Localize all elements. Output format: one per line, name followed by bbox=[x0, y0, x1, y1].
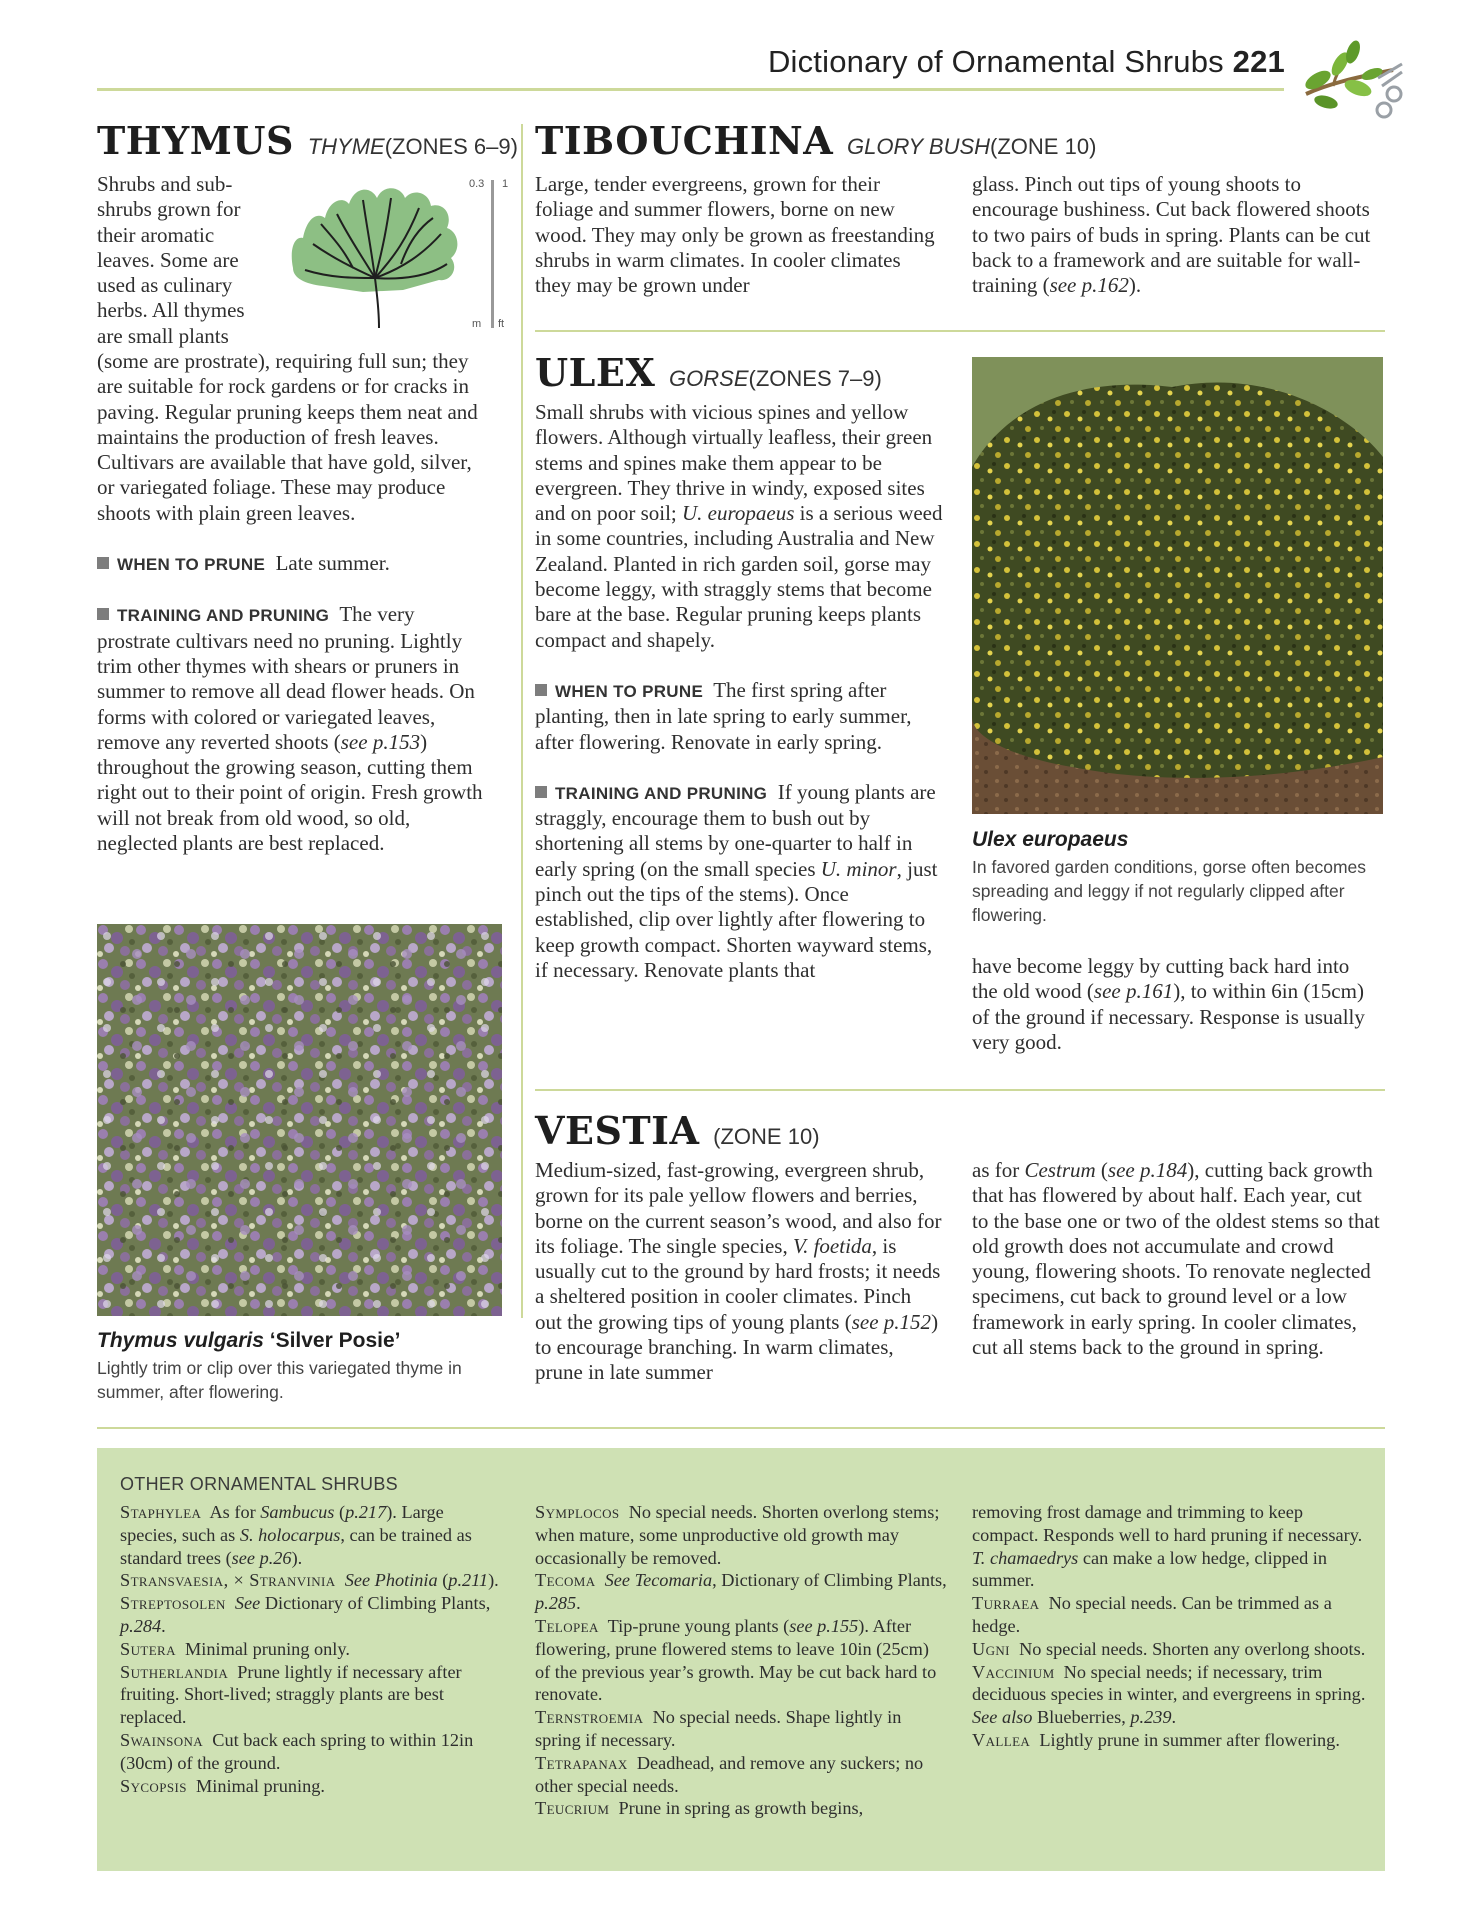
text: ). bbox=[291, 1547, 303, 1568]
text: removing frost damage and trimming to keep compact. Responds well to hard pruning if necessary. bbox=[972, 1502, 1363, 1545]
text: As for bbox=[209, 1502, 261, 1522]
list-item bbox=[535, 1752, 947, 1798]
text: Blueberries, bbox=[1032, 1707, 1131, 1728]
other-shrubs-title: OTHER ORNAMENTAL SHRUBS bbox=[120, 1474, 398, 1494]
text: Dictionary of Climbing Plants, bbox=[260, 1593, 491, 1614]
list-item bbox=[535, 1569, 947, 1615]
page-ref: see p.153 bbox=[340, 729, 421, 754]
text: . bbox=[1171, 1707, 1177, 1728]
italic-text: See Tecomaria bbox=[604, 1570, 713, 1591]
text-line: are small plants bbox=[97, 323, 229, 348]
text: ), cutting back growth that has flowered by about half. Each year, cut to the base one or two of the oldest stems so that old growth does not accumulate and crowd young, flowering shoots. To renovate neglected specimens, cut back to ground level or a low framework in early spring. In cooler climates, cut all stems back to the ground in spring. bbox=[972, 1158, 1380, 1360]
text: No special needs; if necessary, trim deciduous species in winter, and evergreens in spring. bbox=[972, 1661, 1366, 1705]
thymus-silhouette bbox=[283, 178, 483, 330]
text: ). After flowering, prune flowered stems to leave 10in (25cm) of the previous year’s growth. May be cut back hard to renovate. bbox=[535, 1615, 937, 1705]
scale-ft-unit: ft bbox=[498, 318, 505, 330]
scale-bar bbox=[491, 180, 494, 328]
text: Deadhead, and remove any suckers; no other special needs. bbox=[535, 1752, 924, 1796]
thymus-caption-text: Lightly trim or clip over this variegated thyme in summer, after flowering. bbox=[97, 1358, 462, 1402]
text: No special needs. Shorten any overlong shoots. bbox=[1019, 1638, 1366, 1659]
text: Lightly prune in summer after flowering. bbox=[1039, 1729, 1340, 1750]
text: Medium-sized, fast-growing, evergreen shrub, grown for its pale yellow flowers and berries, borne on the current season’s wood, and also for its foliage. The single species, bbox=[535, 1158, 942, 1258]
ulex-training bbox=[535, 780, 945, 983]
ulex-common-name: GORSE bbox=[669, 366, 749, 391]
ulex-heading bbox=[535, 350, 882, 395]
text: is a serious weed in some countries, including Australia and New Zealand. Planted in rich garden soil, gorse may become leggy, with straggly stems that become bare at the base. Regular pruning keeps plants compact and shapely. bbox=[535, 501, 943, 652]
other-col-3 bbox=[972, 1501, 1372, 1752]
when-label: WHEN TO PRUNE bbox=[555, 681, 704, 701]
entry-genus: Sycopsis bbox=[120, 1775, 187, 1796]
page-ref: p.211 bbox=[448, 1570, 489, 1591]
list-item bbox=[120, 1775, 505, 1798]
list-item bbox=[535, 1706, 947, 1752]
page-ref: see p.152 bbox=[851, 1309, 932, 1334]
ulex-caption-title: Ulex europaeus bbox=[972, 828, 1129, 851]
italic-text: See also bbox=[972, 1707, 1033, 1728]
list-item bbox=[972, 1661, 1372, 1729]
tibouchina-common-name: GLORY BUSH bbox=[847, 134, 991, 159]
italic-text: See bbox=[234, 1593, 261, 1614]
list-item-continued bbox=[972, 1501, 1372, 1592]
bullet-square bbox=[97, 608, 109, 620]
entry-genus: Teucrium bbox=[535, 1798, 610, 1819]
corner-decoration bbox=[1298, 34, 1408, 126]
text-line: shrubs grown for bbox=[97, 197, 241, 222]
page-ref: p.217 bbox=[345, 1502, 387, 1522]
list-item bbox=[535, 1501, 947, 1569]
entry-genus: Staphylea bbox=[120, 1502, 202, 1522]
entry-genus: Turraea bbox=[972, 1593, 1040, 1614]
entry-genus: Tecoma bbox=[535, 1570, 596, 1591]
bullet-square bbox=[535, 684, 547, 696]
thymus-when-to-prune bbox=[97, 551, 493, 577]
text: ). bbox=[1128, 273, 1142, 298]
italic-text: See Photinia bbox=[344, 1570, 438, 1591]
text: glass. Pinch out tips of young shoots to encourage bushiness. Cut back flowered shoots to two pairs of buds in spring. Plants can be cut back to a framework and are suitable for wall-training ( bbox=[972, 172, 1371, 298]
list-item bbox=[120, 1592, 505, 1638]
entry-genus: Vaccinium bbox=[972, 1661, 1055, 1682]
text: as for bbox=[972, 1158, 1025, 1182]
text: , just pinch out the tips of the stems). Once established, clip over lightly after flowering to keep growth compact. Shorten wayward stems, if necessary. Renovate plants that bbox=[535, 856, 938, 982]
entry-genus: Sutherlandia bbox=[120, 1661, 229, 1682]
header-title: Dictionary of Ornamental Shrubs bbox=[767, 44, 1224, 79]
text: ) to encourage branching. In warm climates, prune in late summer bbox=[535, 1309, 939, 1385]
thymus-common-name: THYME bbox=[307, 134, 385, 159]
other-col-2 bbox=[535, 1501, 947, 1820]
thymus-caption-title bbox=[97, 1329, 400, 1353]
page-number: 221 bbox=[1232, 44, 1285, 79]
text: No special needs. Shorten overlong stems; when mature, some unproductive old growth may occasionally be removed. bbox=[535, 1502, 940, 1568]
thymus-intro-wrapped bbox=[97, 172, 277, 349]
section-rule bbox=[97, 1427, 1385, 1429]
thyme-photo-image bbox=[97, 924, 502, 1316]
thymus-training bbox=[97, 602, 493, 856]
column-divider bbox=[521, 124, 523, 1318]
text: Tip-prune young plants ( bbox=[607, 1615, 790, 1636]
running-header bbox=[768, 44, 1285, 80]
scale-m-value: 0.3 bbox=[469, 178, 485, 190]
text-line: used as culinary bbox=[97, 273, 233, 298]
entry-genus: Vallea bbox=[972, 1729, 1031, 1750]
text: ). Large species, such as bbox=[120, 1502, 444, 1545]
list-item bbox=[972, 1592, 1372, 1638]
list-item bbox=[120, 1501, 505, 1569]
page-ref: see p.26 bbox=[231, 1547, 292, 1568]
italic-text: Sambucus bbox=[260, 1502, 335, 1522]
vestia-col1 bbox=[535, 1158, 943, 1386]
caption-cultivar: ‘Silver Posie’ bbox=[269, 1329, 401, 1352]
training-text: The very prostrate cultivars need no pruning. Lightly trim other thymes with shears or pruners in summer to remove all dead flower heads. On forms with colored or variegated leaves, remove any reverted shoots ( bbox=[97, 602, 475, 754]
text: , Dictionary of Climbing Plants, bbox=[712, 1570, 947, 1591]
text: Cut back each spring to within 12in (30cm) of the ground. bbox=[120, 1729, 474, 1773]
species-name: U. europaeus bbox=[682, 501, 795, 526]
species-name: U. minor bbox=[820, 856, 897, 881]
text: ), to within 6in (15cm) of the ground if necessary. Response is usually very good. bbox=[972, 979, 1365, 1054]
other-col-1 bbox=[120, 1501, 505, 1797]
tibouchina-genus: TIBOUCHINA bbox=[535, 118, 834, 163]
text-line: herbs. All thymes bbox=[97, 298, 245, 323]
page-ref: see p.155 bbox=[789, 1615, 859, 1636]
bullet-square bbox=[535, 786, 547, 798]
training-label: TRAINING AND PRUNING bbox=[555, 783, 768, 803]
tibouchina-col1: Large, tender evergreens, grown for their foliage and summer flowers, borne on new wood. They may only be grown as freestanding shrubs in warm climates. In cooler climates they may be grown under bbox=[535, 172, 935, 298]
list-item bbox=[972, 1638, 1372, 1661]
text: , can be trained as standard trees ( bbox=[120, 1524, 472, 1568]
entry-genus: Symplocos bbox=[535, 1502, 620, 1522]
page-ref: see p.162 bbox=[1049, 273, 1129, 298]
ulex-caption-text: In favored garden conditions, gorse often becomes spreading and leggy if not regularly clipped after flowering. bbox=[972, 857, 1366, 925]
list-item bbox=[535, 1797, 947, 1820]
page-ref: p.285 bbox=[535, 1593, 577, 1614]
thymus-zone: (ZONES 6–9) bbox=[384, 134, 518, 159]
entry-genus: Sutera bbox=[120, 1638, 176, 1659]
text: ( bbox=[1095, 1158, 1108, 1182]
genus-name: Cestrum bbox=[1024, 1158, 1096, 1182]
leaf-branch-shears-icon bbox=[1298, 34, 1408, 126]
tibouchina-col2 bbox=[972, 172, 1380, 298]
entry-genus: Tetrapanax bbox=[535, 1752, 628, 1773]
text-line: Shrubs and sub- bbox=[97, 172, 233, 196]
text: Small shrubs with vicious spines and yellow flowers. Although virtually leafless, their green stems and spines make them appear to be evergreen. They thrive in windy, exposed sites and on poor soil; bbox=[535, 400, 933, 526]
training-label: TRAINING AND PRUNING bbox=[117, 606, 330, 626]
scale-m-unit: m bbox=[472, 318, 482, 330]
entry-genus: Ugni bbox=[972, 1638, 1010, 1659]
tibouchina-zone: (ZONE 10) bbox=[990, 134, 1097, 159]
text: Prune in spring as growth begins, bbox=[618, 1798, 864, 1819]
ulex-zone: (ZONES 7–9) bbox=[748, 366, 882, 391]
text: ( bbox=[437, 1570, 449, 1591]
when-text: Late summer. bbox=[275, 551, 390, 576]
text: Prune lightly if necessary after fruiting. Short-lived; straggly plants are best replaced. bbox=[120, 1661, 462, 1728]
text: . bbox=[576, 1593, 581, 1614]
text-line: their aromatic bbox=[97, 222, 215, 247]
training-text: ) throughout the growing season, cutting them right out to their point of origin. Fresh growth will not break from old wood, so old, neglected plants are best replaced. bbox=[97, 729, 483, 856]
vestia-zone: (ZONE 10) bbox=[713, 1124, 820, 1149]
ulex-continued bbox=[972, 954, 1380, 1055]
entry-genus: Telopea bbox=[535, 1615, 599, 1636]
list-item bbox=[120, 1569, 505, 1592]
header-rule bbox=[97, 88, 1284, 91]
entry-genus: Ternstroemia bbox=[535, 1707, 644, 1728]
thymus-heading bbox=[97, 118, 518, 163]
gorse-photo-image bbox=[972, 357, 1383, 814]
text: have become leggy by cutting back hard into the old wood ( bbox=[972, 954, 1350, 1004]
list-item bbox=[120, 1638, 505, 1661]
caption-species: Thymus vulgaris bbox=[97, 1329, 264, 1352]
text: Minimal pruning. bbox=[195, 1775, 325, 1796]
entry-genus: Streptosolen bbox=[120, 1593, 226, 1614]
ulex-intro bbox=[535, 400, 945, 653]
section-rule bbox=[535, 330, 1385, 332]
vestia-heading bbox=[535, 1108, 820, 1153]
ulex-when-to-prune bbox=[535, 678, 945, 755]
scale-ft-value: 1 bbox=[502, 178, 509, 190]
list-item bbox=[972, 1729, 1372, 1752]
when-text: The first spring after planting, then in late spring to early summer, after flowering. Renovate in early spring. bbox=[535, 677, 912, 754]
text: Minimal pruning only. bbox=[185, 1638, 350, 1659]
list-item bbox=[535, 1615, 947, 1706]
page-ref: p.284 bbox=[120, 1615, 162, 1636]
ulex-photo bbox=[972, 357, 1383, 814]
page-ref: see p.184 bbox=[1107, 1158, 1188, 1182]
thymus-intro-rest: (some are prostrate), requiring full sun; they are suitable for rock gardens or for cracks in paving. Regular pruning keeps them neat and maintains the production of fresh leaves. Cultivars are available that have gold, silver, or variegated foliage. These may produce shoots with plain green leaves. bbox=[97, 349, 478, 525]
vestia-col2 bbox=[972, 1158, 1382, 1360]
ulex-genus: ULEX bbox=[535, 350, 656, 395]
vestia-genus: VESTIA bbox=[535, 1108, 700, 1153]
text-line: leaves. Some are bbox=[97, 247, 239, 272]
when-label: WHEN TO PRUNE bbox=[117, 555, 266, 575]
entry-genus: Swainsona bbox=[120, 1729, 204, 1750]
shrub-silhouette-icon bbox=[283, 178, 483, 330]
species-name: V. foetida bbox=[792, 1233, 872, 1258]
page-ref: see p.161 bbox=[1093, 979, 1174, 1004]
section-rule bbox=[535, 1089, 1385, 1091]
thymus-body bbox=[97, 349, 493, 881]
text: No special needs. Shape lightly in spring if necessary. bbox=[535, 1707, 902, 1750]
ulex-body bbox=[535, 400, 945, 1008]
italic-text: T. chamaedrys bbox=[972, 1547, 1079, 1568]
text: , is usually cut to the ground by hard frosts; it needs a sheltered position in cooler climates. Pinch out the growing tips of young plants ( bbox=[535, 1233, 941, 1334]
list-item bbox=[120, 1661, 505, 1729]
page-ref: p.239 bbox=[1130, 1707, 1172, 1728]
thymus-photo bbox=[97, 924, 502, 1316]
tibouchina-heading bbox=[535, 118, 1096, 163]
text: ). bbox=[488, 1570, 499, 1591]
bullet-square bbox=[97, 557, 109, 569]
italic-text: S. holocarpus bbox=[239, 1524, 341, 1545]
text: can make a low hedge, clipped in summer. bbox=[972, 1547, 1328, 1591]
text: ( bbox=[334, 1502, 346, 1522]
text: No special needs. Can be trimmed as a hedge. bbox=[972, 1593, 1332, 1636]
thymus-genus: THYMUS bbox=[97, 118, 294, 163]
list-item bbox=[120, 1729, 505, 1775]
text: If young plants are straggly, encourage them to bush out by shortening all stems by one-quarter to half in early spring (on the small species bbox=[535, 779, 936, 881]
entry-genus: Stransvaesia, × Stranvinia bbox=[120, 1570, 336, 1591]
text: . bbox=[161, 1615, 166, 1636]
